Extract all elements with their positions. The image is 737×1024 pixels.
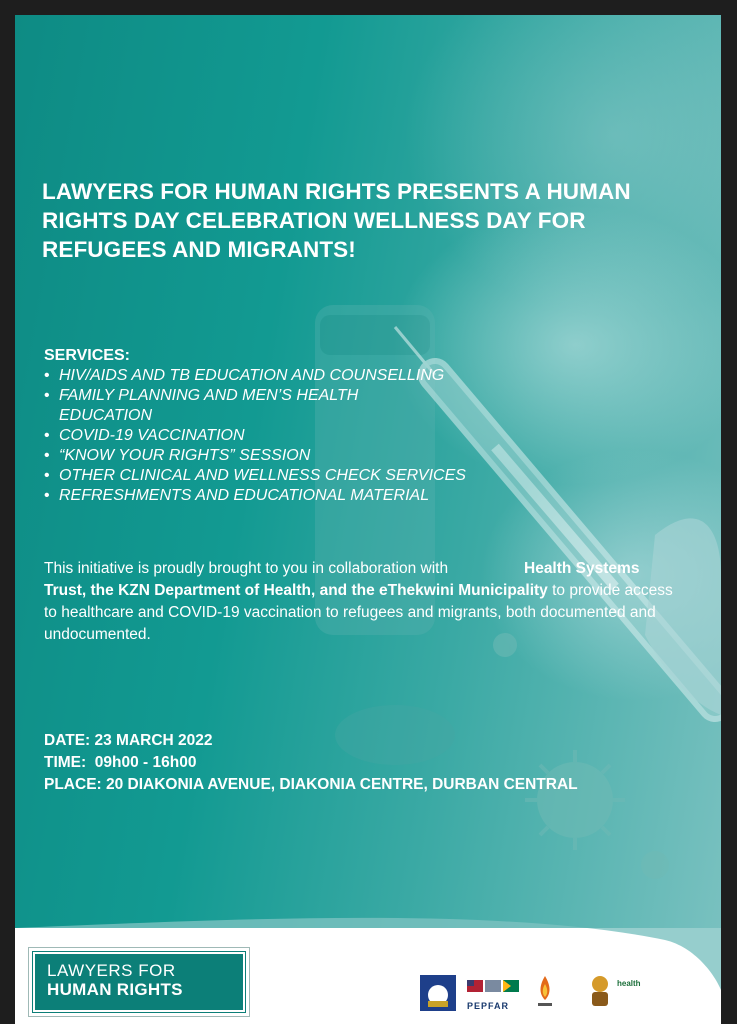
- ethekwini-logo-icon: [420, 975, 456, 1011]
- service-item: • “KNOW YOUR RIGHTS” SESSION: [44, 446, 564, 466]
- intro-paragraph: [44, 558, 684, 646]
- lhr-logo-inner: [33, 952, 245, 1012]
- event-date: DATE: 23 MARCH 2022: [44, 732, 213, 749]
- footer: [15, 928, 721, 1024]
- services-heading: SERVICES:: [44, 347, 130, 364]
- service-item: • OTHER CLINICAL AND WELLNESS CHECK SERVICES: [44, 466, 564, 486]
- services-list: [44, 366, 564, 506]
- intro-tail: to provide access to healthcare and COVID-19 vaccination to refugees and migrants, both documented and undocumented.: [44, 582, 673, 643]
- event-time: TIME: 09h00 - 16h00: [44, 754, 197, 771]
- service-item: • HIV/AIDS AND TB EDUCATION AND COUNSELLING: [44, 366, 564, 386]
- lhr-logo-line1: LAWYERS FOR: [47, 961, 176, 980]
- lhr-logo: [28, 947, 250, 1017]
- pepfar-text: PEPFAR: [467, 1001, 510, 1011]
- service-item: • REFRESHMENTS AND EDUCATIONAL MATERIAL: [44, 486, 564, 506]
- intro-lead: This initiative is proudly brought to you in collaboration with: [44, 560, 449, 577]
- event-details: [44, 730, 714, 796]
- intro-partners: Health Systems Trust, the KZN Department of Health, and the eThekwini Municipality: [44, 560, 640, 599]
- poster: [15, 15, 721, 1024]
- lhr-logo-line2: HUMAN RIGHTS: [47, 980, 183, 999]
- background-illustration: [15, 15, 721, 1024]
- service-item: • FAMILY PLANNING AND MEN’S HEALTH EDUCATION: [44, 386, 399, 426]
- health-dept-text: health: [617, 979, 641, 988]
- poster-title: LAWYERS FOR HUMAN RIGHTS PRESENTS A HUMAN RIGHTS DAY CELEBRATION WELLNESS DAY FOR REFUGEES AND MIGRANTS!: [42, 179, 631, 262]
- pepfar-flags-icon: [467, 978, 519, 998]
- service-item: • COVID-19 VACCINATION: [44, 426, 564, 446]
- event-place: PLACE: 20 DIAKONIA AVENUE, DIAKONIA CENTRE, DURBAN CENTRAL: [44, 776, 578, 793]
- sa-coat-of-arms-icon: [587, 974, 613, 1010]
- hst-logo-icon: [535, 976, 555, 1010]
